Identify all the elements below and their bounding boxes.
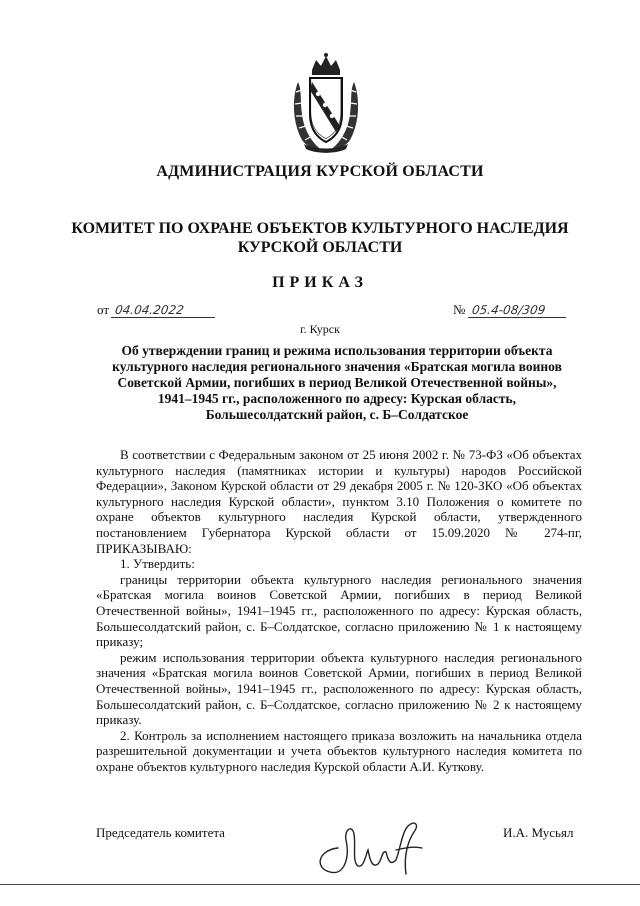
date-value: 04.04.2022	[111, 303, 217, 318]
order-subject: Об утверждении границ и режима использования территории объекта культурного наследия регионального значения «Братская могила воинов Советской Армии, погибших в период Великой Отечественной войны», 1941–1945 гг., расположенного по адресу: Курская область, Большесолдатский район, с. Б–Солдатское	[112, 343, 562, 422]
order-body	[96, 447, 582, 774]
committee-title	[0, 219, 640, 257]
coat-of-arms-icon	[290, 52, 362, 156]
body-paragraph: 2. Контроль за исполнением настоящего приказа возложить на начальника отдела разрешительной документации и учета объектов культурного наследия комитета по охране объектов культурного наследия Курской области А.И. Куткову.	[96, 727, 582, 774]
body-paragraph: 1. Утвердить:	[120, 556, 195, 572]
body-paragraph: режим использования территории объекта культурного наследия регионального значения «Братская могила воинов Советской Армии, погибших в период Великой Отечественной войны», 1941–1945 гг., расположенного по адресу: Курская область, Большесолдатский район, с. Б–Солдатское, согласно приложению № 2 к настоящему приказу.	[96, 649, 582, 728]
committee-title-line1: КОМИТЕТ ПО ОХРАНЕ ОБЪЕКТОВ КУЛЬТУРНОГО НАСЛЕДИЯ	[71, 220, 569, 237]
number-prefix: №	[453, 302, 466, 317]
signatory-position: Председатель комитета	[96, 825, 225, 840]
document-type: ПРИКАЗ	[272, 274, 368, 291]
signatory-name: И.А. Мусьял	[503, 825, 574, 840]
committee-title-line2: КУРСКОЙ ОБЛАСТИ	[237, 239, 403, 256]
body-paragraph: В соответствии с Федеральным законом от 25 июня 2002 г. № 73-ФЗ «Об объектах культурного наследия (памятниках истории и культуры) народов Российской Федерации», Законом Курской области от 29 декабря 2005 г. № 120-ЗКО «Об объектах культурного наследия Курской области», пунктом 3.10 Положения о комитете по охране объектов культурного наследия Курской области, утвержденного постановлением Губернатора Курской области от 15.09.2020 № 274-пг, ПРИКАЗЫВАЮ:	[96, 447, 582, 556]
body-paragraph: границы территории объекта культурного наследия регионального значения «Братская могила воинов Советской Армии, погибших в период Великой Отечественной войны», 1941–1945 гг., расположенного по адресу: Курская область, Большесолдатский район, с. Б–Солдатское, согласно приложению № 1 к настоящему приказу;	[96, 571, 582, 650]
number-value: 05.4-08/309	[468, 303, 568, 318]
order-date	[97, 302, 216, 318]
page-bottom-edge	[0, 884, 640, 906]
administration-title: АДМИНИСТРАЦИЯ КУРСКОЙ ОБЛАСТИ	[156, 163, 484, 180]
date-prefix: от	[97, 302, 110, 317]
handwritten-signature	[308, 810, 438, 880]
order-number	[453, 302, 567, 318]
city: г. Курск	[300, 322, 340, 336]
